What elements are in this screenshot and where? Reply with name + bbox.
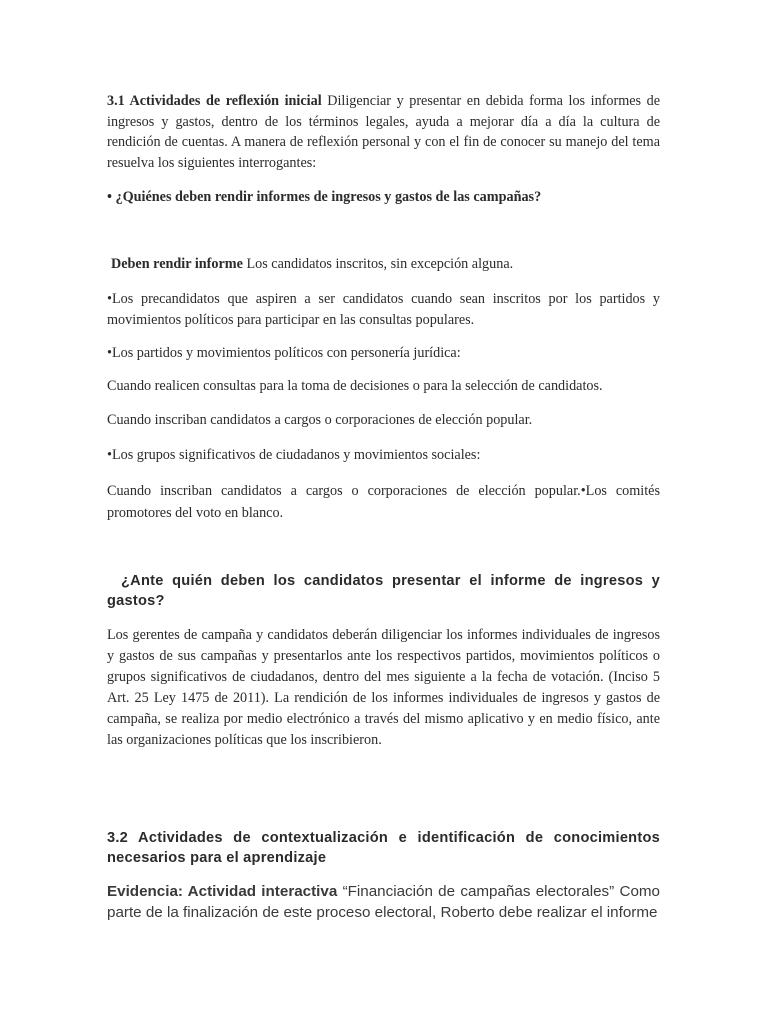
evidencia-text: “Financiación de campañas electorales” Como parte de la finalización de este proceso electoral, Roberto debe realizar el informe bbox=[107, 883, 660, 921]
evidencia-lead: Evidencia: Actividad interactiva bbox=[107, 883, 338, 900]
section-3-1-heading: 3.1 Actividades de reflexión inicial bbox=[107, 93, 322, 109]
line-consultas: Cuando realicen consultas para la toma de decisiones o para la selección de candidatos. bbox=[107, 378, 603, 394]
answer-1-text: Los candidatos inscritos, sin excepción alguna. bbox=[246, 256, 514, 272]
line-inscriban: Cuando inscriban candidatos a cargos o corporaciones de elección popular. bbox=[107, 412, 533, 428]
answer-1-lead: Deben rendir informe bbox=[111, 256, 243, 272]
question-1-text: ¿Quiénes deben rendir informes de ingresos y gastos de las campañas? bbox=[115, 189, 542, 205]
question-2 bbox=[107, 571, 660, 611]
section-3-1-body: Diligenciar y presentar en debida forma los informes de ingresos y gastos, dentro de los términos legales, ayuda a mejorar día a día la cultura de rendición de cuentas. A manera de reflexión personal y con el fin de conocer su manejo del tema resuelva los siguientes interrogantes: bbox=[107, 93, 660, 171]
answer-2: Los gerentes de campaña y candidatos deberán diligenciar los informes individuales de ingresos y gastos de sus campañas y presentarlos ante los respectivos partidos, movimientos políticos o grupos significativos de ciudadanos, dentro del mes siguiente a la fecha de votación. (Inciso 5 Art. 25 Ley 1475 de 2011). La rendición de los informes individuales de ingresos y gastos de campaña, se realiza por medio electrónico a través del mismo aplicativo y en medio físico, ante las organizaciones políticas que los inscribieron. bbox=[107, 627, 660, 748]
answer-1-lead-paragraph bbox=[111, 254, 660, 275]
evidencia-paragraph bbox=[107, 881, 660, 923]
list-item-grupos: •Los grupos significativos de ciudadanos y movimientos sociales: bbox=[107, 447, 481, 463]
question-1 bbox=[107, 187, 660, 208]
question-2-text: ¿Ante quién deben los candidatos presentar el informe de ingresos y gastos? bbox=[107, 573, 660, 609]
section-3-2-heading: 3.2 Actividades de contextualización e identificación de conocimientos necesarios para el aprendizaje bbox=[107, 830, 660, 866]
line-inscriban-comites: Cuando inscriban candidatos a cargos o corporaciones de elección popular.•Los comités promotores del voto en blanco. bbox=[107, 483, 660, 521]
list-item-partidos: •Los partidos y movimientos políticos con personería jurídica: bbox=[107, 345, 461, 361]
bullet-icon: • bbox=[107, 189, 112, 205]
list-item-precandidatos: •Los precandidatos que aspiren a ser candidatos cuando sean inscritos por los partidos y movimientos políticos para participar en las consultas populares. bbox=[107, 291, 660, 328]
section-3-1-intro bbox=[107, 91, 660, 173]
